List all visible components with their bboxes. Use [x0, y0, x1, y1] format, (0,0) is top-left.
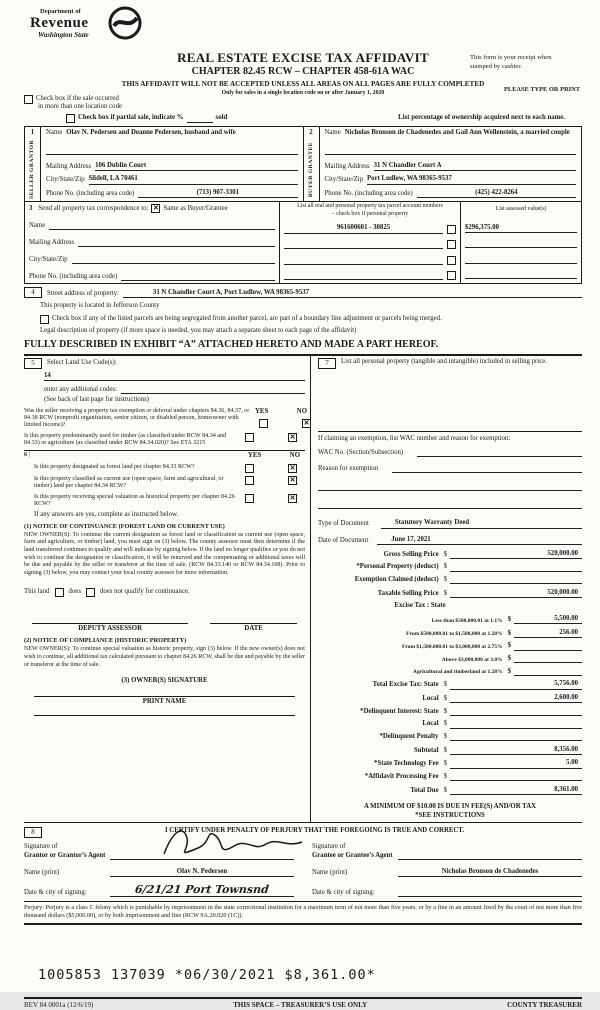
gross-value[interactable]: 520,000.00 [450, 550, 582, 559]
affidavit-fee-label: *Affidavit Processing Fee [364, 772, 439, 780]
logo-state: Washington State [38, 30, 89, 39]
additional-codes-label: enter any additional codes: [44, 385, 118, 393]
grantee-nameprint-label: Name (print) [312, 868, 348, 876]
seller-phone-label: Phone No. (including area code) [46, 189, 135, 197]
assessed-value-4[interactable] [465, 270, 577, 279]
continuance-title: (1) NOTICE OF CONTINUANCE (FOREST LAND OR CURRENT USE) [24, 522, 225, 530]
grantor-signature [154, 824, 304, 860]
doc-date-label: Date of Document [318, 536, 369, 544]
rate1-label: Less than $500,000.01 at 1.1% [431, 617, 503, 624]
seller-city-label: City/State/Zip [46, 176, 85, 184]
s6-q2-no-checkbox[interactable]: ✕ [289, 475, 296, 484]
local2-label: Local [422, 720, 439, 728]
see-instructions-note: *SEE INSTRUCTIONS [415, 811, 485, 819]
certification-section [24, 823, 582, 925]
corr-name-field[interactable] [49, 221, 275, 230]
street-address-value[interactable]: 31 N Chandler Court A, Port Ludlow, WA 98365-9537 [123, 289, 582, 298]
property-located-line: This property is located in Jefferson County [40, 302, 160, 310]
parcel-2-field[interactable] [284, 240, 443, 249]
section-2-number: 2 [309, 128, 313, 136]
total-due-value[interactable]: 8,361.00 [450, 786, 582, 795]
s6-q1-no-checkbox[interactable]: ✕ [289, 463, 296, 472]
parcel-4-field[interactable] [284, 271, 443, 280]
s5-yes-header: YES [255, 407, 269, 415]
corr-phone-label: Phone No. (including area code) [29, 272, 118, 280]
see-back-note: (See back of last page for instructions) [44, 396, 149, 404]
exemption-intro: If claiming an exemption, list WAC number and reason for exemption: [318, 434, 511, 442]
rate3-label: From $1,500,000.01 to $3,000,000 at 2.75% [402, 643, 503, 650]
section-5-number: 5 [24, 358, 42, 369]
land-use-label: Select Land Use Code(s): [47, 359, 117, 367]
rate3-value[interactable] [514, 650, 582, 651]
grantee-sig-label: Signature of Grantee or Grantee’s Agent [312, 843, 393, 859]
compliance-body: NEW OWNER(S): To continue special valuation as historic property, sign (3) below. If the new owner(s) does not wish to continue, all additional tax calculated pursuant to chapter 84.26 RCW, shall be due and payable by the seller or transferor at the time of sale. [24, 646, 305, 668]
correspondence-label: Send all property tax correspondence to: [38, 204, 149, 212]
assessed-value-1[interactable]: $296,375.00 [465, 224, 577, 233]
segregated-label: Check box if any of the listed parcels are being segregated from another parcel, are part of a boundary line adjustment or parcels being merged. [52, 314, 442, 322]
wac-field[interactable] [417, 448, 582, 457]
doc-date-value[interactable]: June 17, 2021 [377, 536, 582, 545]
grantor-nameprint-label: Name (print) [24, 868, 60, 876]
form-title: REAL ESTATE EXCISE TAX AFFIDAVIT [177, 50, 429, 65]
partial-sale-checkbox[interactable] [66, 114, 75, 123]
s5-q2-no-checkbox[interactable]: ✕ [289, 432, 296, 441]
section-6-number: 6 [24, 452, 28, 459]
section-4-number: 4 [24, 287, 42, 298]
rate2-label: From $500,000.01 to $1,500,000 at 1.28% [406, 631, 503, 638]
doc-type-label: Type of Document [318, 520, 369, 528]
s5-no-header: NO [296, 407, 307, 415]
segregated-checkbox[interactable] [40, 315, 49, 324]
s6-q3-yes-checkbox[interactable] [245, 494, 254, 503]
does-label: does [68, 588, 81, 596]
section-8-number: 8 [24, 827, 42, 838]
left-column: 5 Select Land Use Code(s): 14 enter any additional codes: (See back of last page for instructions) Was the seller receiving a property tax exemption or deferral under chapters 84.36, 84.37, or 84.38 RCW (nonprofit organization, senior citizen, or disabled person, homeowner with limited income)? YES NO ✕ Is this property predominantly used for timber (as classified under RCW 84.34 and 84.33) or agriculture (as classified under RCW 84.34.020)? See ETA 3215 ✕ 6 | YES NO Is this property designated as forest land per chapter 84.33 RCW? ✕ Is this property classified as current use (open space, farm and agricultural, or timber) land per chapter 84.34 RCW? ✕ Is this property receiving special valuation as historical property per chapter 84.26 RCW? ✕ If any answers are yes, complete as instructed below. (1) NOTICE OF CONTINUANCE (FOREST LAND OR CURRENT USE) NEW OWNER(S): To continue the current designation as forest land or classification as current use (open space, farm and agriculture, or timber) land, you must sign on (3) below. The county assessor must then determine if the land transferred continues to qualify and will indicate by signing below. If the land no longer qualifies or you do not wish to continue the designation or classification, it will be removed and the compensating or additional taxes will be due and payable by the seller or transferor at the time of sale. (RCW 84.33.140 or RCW 84.34.108). Prior to signing (3) below, you may contact your local county assessor for more information. This land does does not qualify for continuance. DEPUTY ASSESSOR DATE (2) NOTICE OF COMPLIANCE (HISTORIC PROPERTY) NEW OWNER(S): To continue special valuation as historic property, sign (3) below. If the new owner(s) does not wish to continue, all additional tax calculated pursuant to chapter 84.26 RCW, shall be due and payable by the seller or transferor at the time of sale. (3) OWNER(S) SIGNATURE PRINT NAME [24, 356, 311, 822]
reason-field-1[interactable] [392, 464, 582, 473]
grantor-datecity-value[interactable]: 6/21/21 Port Townsnd [110, 884, 294, 897]
partial-sale-percent-field[interactable] [187, 122, 213, 123]
buyer-city-value[interactable]: Port Ludlow, WA 98365-9537 [367, 175, 576, 184]
grantee-name-print[interactable]: Nicholas Bronson de Chadenedes [398, 868, 582, 877]
total-state-label: Total Excise Tax: State [372, 681, 439, 689]
delinq-penalty-label: *Delinquent Penalty [379, 732, 439, 740]
total-due-label: Total Due [410, 786, 439, 794]
corr-name-label: Name [29, 221, 46, 229]
wac-label: WAC No. (Section/Subsection) [318, 448, 404, 456]
certify-statement: I CERTIFY UNDER PENALTY OF PERJURY THAT THE FOREGOING IS TRUE AND CORRECT. [164, 827, 465, 835]
perjury-statement: Perjury: Perjury is a class C felony which is punishable by imprisonment in the state correctional institution for a maximum term of not more than five years, or by a fine in an amount fixed by the court of not more than five thousand dollars ($5,000.00), or by both imprisonment and fine (RCW 9A.20.020 (1C)). [24, 901, 582, 925]
section-7-number: 7 [318, 358, 336, 369]
s6-q1-yes-checkbox[interactable] [245, 464, 254, 473]
grantor-name-print[interactable]: Olav N. Pedersen [110, 868, 294, 877]
form-footer [24, 997, 582, 1010]
owners-signature-line[interactable] [34, 696, 295, 697]
header [24, 6, 582, 94]
local-value[interactable]: 2,600.00 [450, 694, 582, 703]
grantor-sig-label: Signature of Grantor or Grantor’s Agent [24, 843, 106, 859]
s6-q3-no-checkbox[interactable]: ✕ [289, 493, 296, 502]
form-subtitle: CHAPTER 82.45 RCW – CHAPTER 458-61A WAC [191, 66, 415, 78]
personal-property-label: List all personal property (tangible and intangible) included in selling price. [341, 357, 547, 365]
subtotal-label: Subtotal [414, 746, 439, 754]
s5-q2-yes-checkbox[interactable] [245, 433, 254, 442]
rate5-label: Agricultural and timberland at 1.28% [412, 669, 503, 676]
buyer-side-label: BUYER GRANTEE [307, 141, 314, 198]
if-any-yes-note: If any answers are yes, complete as instructed below. [34, 511, 179, 519]
seller-name-label: Name [46, 128, 63, 136]
s5-q1-no-checkbox[interactable]: ✕ [303, 419, 310, 428]
reason-field-3[interactable] [318, 500, 582, 509]
assessed-value-2[interactable] [465, 239, 577, 248]
logo-revenue: Revenue [30, 15, 89, 32]
seller-mailing-label: Mailing Address [46, 162, 92, 170]
reason-field-2[interactable] [318, 482, 582, 491]
continuance-body: NEW OWNER(S): To continue the current designation as forest land or classification as current use (open space, farm and agriculture, or timber) land, you must sign on (3) below. The county assessor must then determine if the land transferred continues to qualify and will indicate by signing below. If the land no longer qualifies or you do not wish to continue the designation or classification, it will be removed and the compensating or additional taxes will be due and payable by the seller or transferor at the time of sale. (RCW 84.33.140 or RCW 84.34.108). Prior to signing (3) below, you may contact your local county assessor for more information. [24, 531, 305, 577]
s5-q2-text: Is this property predominantly used for timber (as classified under RCW 84.34 and 84.33) or agriculture (as classified under RCW 84.34.020)? See ETA 3215 [24, 432, 227, 447]
land-use-code-value[interactable]: 14 [44, 372, 305, 381]
same-as-buyer-checkbox[interactable]: ✕ [153, 204, 159, 213]
buyer-name-label: Name [324, 128, 341, 136]
logo-dept: Department of [40, 8, 81, 15]
street-address-label: Street address of property: [47, 289, 119, 297]
land-does-not-checkbox[interactable] [86, 588, 95, 597]
seller-side-label: SELLER GRANTOR [29, 139, 35, 199]
s6-no-header: NO [289, 452, 300, 460]
buyer-city-label: City/State/Zip [324, 176, 364, 184]
section-3-number: 3 [29, 204, 33, 212]
owners-signature-label: (3) OWNER(S) SIGNATURE [121, 677, 208, 685]
parcel-3-personal-checkbox[interactable] [447, 256, 456, 265]
tax-correspondence-section [24, 202, 582, 284]
taxable-label: Taxable Selling Price [377, 589, 439, 597]
s6-q2-yes-checkbox[interactable] [245, 476, 254, 485]
reason-label: Reason for exemption [318, 464, 379, 472]
corr-city-field[interactable] [72, 255, 275, 264]
seller-name-value[interactable]: Olav N. Pedersen and Deanne Pedersen, husband and wife [66, 128, 236, 136]
corr-phone-field[interactable] [121, 272, 275, 281]
personal-property-field[interactable] [318, 369, 582, 427]
rate2-value[interactable]: 256.00 [514, 629, 582, 638]
this-land-label: This land [24, 588, 50, 596]
rate4-value[interactable] [514, 662, 582, 663]
s5-q1-text: Was the seller receiving a property tax exemption or deferral under chapters 84.36, 84.37, or 84.38 RCW (nonprofit organization, senior citizen, or disabled person, homeowner with limited income)? [24, 407, 250, 429]
form-subnote: Only for sales in a single location code on or after January 1, 2020 [221, 89, 385, 96]
cashier-stamp: 1005853 137039 *06/30/2021 $8,361.00* [38, 966, 376, 983]
partial-sale-sold: sold [215, 114, 228, 122]
parcel-4-personal-checkbox[interactable] [447, 271, 456, 280]
dor-logo-emblem [108, 6, 142, 40]
exemption-deduct-value[interactable] [450, 583, 582, 584]
buyer-phone-value[interactable]: (425) 422-8264 [417, 189, 576, 198]
s6-q2-text: Is this property classified as current use (open space, farm and agricultural, or timber) land per chapter 84.34 RCW? [34, 475, 224, 490]
treasurer-space-label: THIS SPACE – TREASURER’S USE ONLY [233, 1001, 368, 1010]
excise-tax-header: Excise Tax : State [394, 602, 446, 610]
s6-yes-header: YES [248, 452, 262, 460]
minimum-note: A MINIMUM OF $10.00 IS DUE IN FEE(S) AND/OR TAX [363, 803, 537, 811]
assessed-value-3[interactable] [465, 255, 577, 264]
parties-table [24, 126, 582, 202]
corr-mailing-field[interactable] [78, 238, 275, 247]
subtotal-value[interactable]: 8,356.00 [450, 746, 582, 755]
compliance-title: (2) NOTICE OF COMPLIANCE (HISTORIC PROPERTY) [24, 637, 187, 645]
taxable-value[interactable]: 520,000.00 [450, 589, 582, 598]
seller-section [25, 127, 303, 201]
parcel-1-personal-checkbox[interactable] [447, 225, 456, 234]
rate5-value[interactable] [514, 675, 582, 676]
local2-value[interactable] [450, 728, 582, 729]
buyer-section [303, 127, 582, 201]
corr-mailing-label: Mailing Address [29, 238, 75, 246]
receipt-note: This form is your receipt when stamped by cashier. [470, 54, 552, 70]
print-name-label: PRINT NAME [142, 697, 187, 705]
section-1-number: 1 [30, 128, 35, 136]
land-does-checkbox[interactable] [55, 588, 64, 597]
exhibit-a-line: FULLY DESCRIBED IN EXHIBIT “A” ATTACHED HERETO AND MADE A PART HEREOF. [24, 339, 582, 356]
rate1-value[interactable]: 5,500.00 [514, 615, 582, 624]
main-columns [24, 356, 582, 823]
partial-sale-label: Check box if partial sale, indicate % [78, 114, 184, 122]
personal-deduct-value[interactable] [450, 571, 582, 572]
please-type-note: PLEASE TYPE OR PRINT [503, 86, 580, 93]
parcel-number-value[interactable]: 961600601 - 30825 [284, 224, 443, 233]
county-treasurer-label: COUNTY TREASURER [507, 1001, 582, 1010]
s5-q1-yes-checkbox[interactable] [259, 419, 268, 428]
does-not-label: does not qualify for continuance. [99, 588, 190, 596]
local-label: Local [422, 694, 439, 702]
affidavit-fee-value[interactable] [450, 780, 582, 781]
personal-deduct-label: *Personal Property (deduct) [356, 563, 439, 571]
ownership-note: List percentage of ownership acquired next to each name. [398, 114, 565, 122]
right-column: 7 List all personal property (tangible and intangible) included in selling price. If claiming an exemption, list WAC number and reason for exemption: WAC No. (Section/Subsection) Reason for exemption Type of Document Statutory Warranty Deed Date of Document June 17, 2021 Gross Selling Price $ 520,000.00 *Personal Property (deduct) $ Exemption Claimed (deduct) $ Taxable Selling Price $ 520,000.00 Excise Tax : State Less than $500,000.01 at 1.1% $ 5,500.00 From $500,000.01 to $1,500,000 at 1.28% $ 256.00 From $1,500,000.01 to $3,000,000 at 2.75% $ Above $3,000,000 at 3.0% $ Agricultural and timberland at 1.28% $ Total Excise Tax: State $ 5,756.00 Local $ 2,600.00 *Delinquent Interest: State $ Local $ *Delinquent Penalty $ Subtotal $ 8,356.00 *State Technology Fee $ 5.00 *Affidavit Processing Fee $ Total Due $ 8,361.00 A MINIMUM OF $10.00 IS DUE IN FEE(S) AND/OR TAX *SEE INSTRUCTIONS [311, 356, 582, 822]
parcel-3-field[interactable] [284, 256, 443, 265]
grantee-signature-line[interactable] [398, 851, 582, 860]
buyer-name-value[interactable]: Nicholas Bronson de Chadenedes and Gail Ann Wellenstein, a married couple [344, 128, 570, 136]
gross-label: Gross Selling Price [383, 550, 439, 558]
delinq-interest-label: *Delinquent Interest: State [360, 707, 439, 715]
form-warning: THIS AFFIDAVIT WILL NOT BE ACCEPTED UNLESS ALL AREAS ON ALL PAGES ARE FULLY COMPLETED [121, 79, 485, 88]
grantee-datecity-label: Date & city of signing: [312, 888, 375, 896]
parcel-header: List all real and personal property tax parcel account numbers – check box if personal property [297, 203, 443, 217]
delinq-penalty-value[interactable] [450, 740, 582, 741]
s6-q1-text: Is this property designated as forest land per chapter 84.33 RCW? [34, 463, 195, 470]
deputy-assessor-line[interactable]: DEPUTY ASSESSOR [32, 623, 188, 633]
s6-q3-text: Is this property receiving special valuation as historical property per chapter 84.26 RCW? [34, 493, 235, 507]
parcel-2-personal-checkbox[interactable] [447, 240, 456, 249]
dor-logo [30, 8, 160, 40]
legal-description-label: Legal description of property (if more space is needed, you may attach a separate sheet to each page of the affidavit) [40, 326, 357, 334]
additional-codes-field[interactable] [121, 385, 305, 394]
rev-number: REV 84 0001a (12/6/19) [24, 1001, 94, 1010]
delinq-interest-value[interactable] [450, 715, 582, 716]
same-as-buyer-label: Same as Buyer/Grantee [163, 204, 228, 212]
total-state-value[interactable]: 5,756.00 [450, 680, 582, 689]
grantor-datecity-label: Date & city of signing: [24, 888, 87, 896]
buyer-mailing-label: Mailing Address [324, 162, 370, 170]
exemption-deduct-label: Exemption Claimed (deduct) [354, 575, 439, 583]
seller-phone-value[interactable]: (713) 907-3301 [138, 189, 297, 198]
buyer-mailing-value[interactable]: 31 N Chandler Court A [374, 162, 576, 171]
doc-type-value[interactable]: Statutory Warranty Deed [381, 519, 582, 528]
seller-city-value[interactable]: Slidell, LA 70461 [89, 175, 298, 184]
corr-city-label: City/State/Zip [29, 255, 68, 263]
seller-mailing-value[interactable]: 106 Dublin Court [95, 162, 297, 171]
deputy-date-line[interactable]: DATE [210, 623, 297, 633]
buyer-phone-label: Phone No. (including area code) [324, 189, 413, 197]
print-name-line[interactable] [34, 715, 295, 716]
tech-fee-label: *State Technology Fee [374, 760, 439, 768]
assessed-value-header: List assessed value(s) [495, 206, 547, 213]
rate4-label: Above $3,000,000 at 3.0% [441, 656, 503, 663]
multi-location-label: Check box if the sale occurred in more than one location code [36, 95, 122, 111]
grantee-datecity-value[interactable] [398, 896, 582, 897]
tech-fee-value[interactable]: 5.00 [450, 759, 582, 768]
